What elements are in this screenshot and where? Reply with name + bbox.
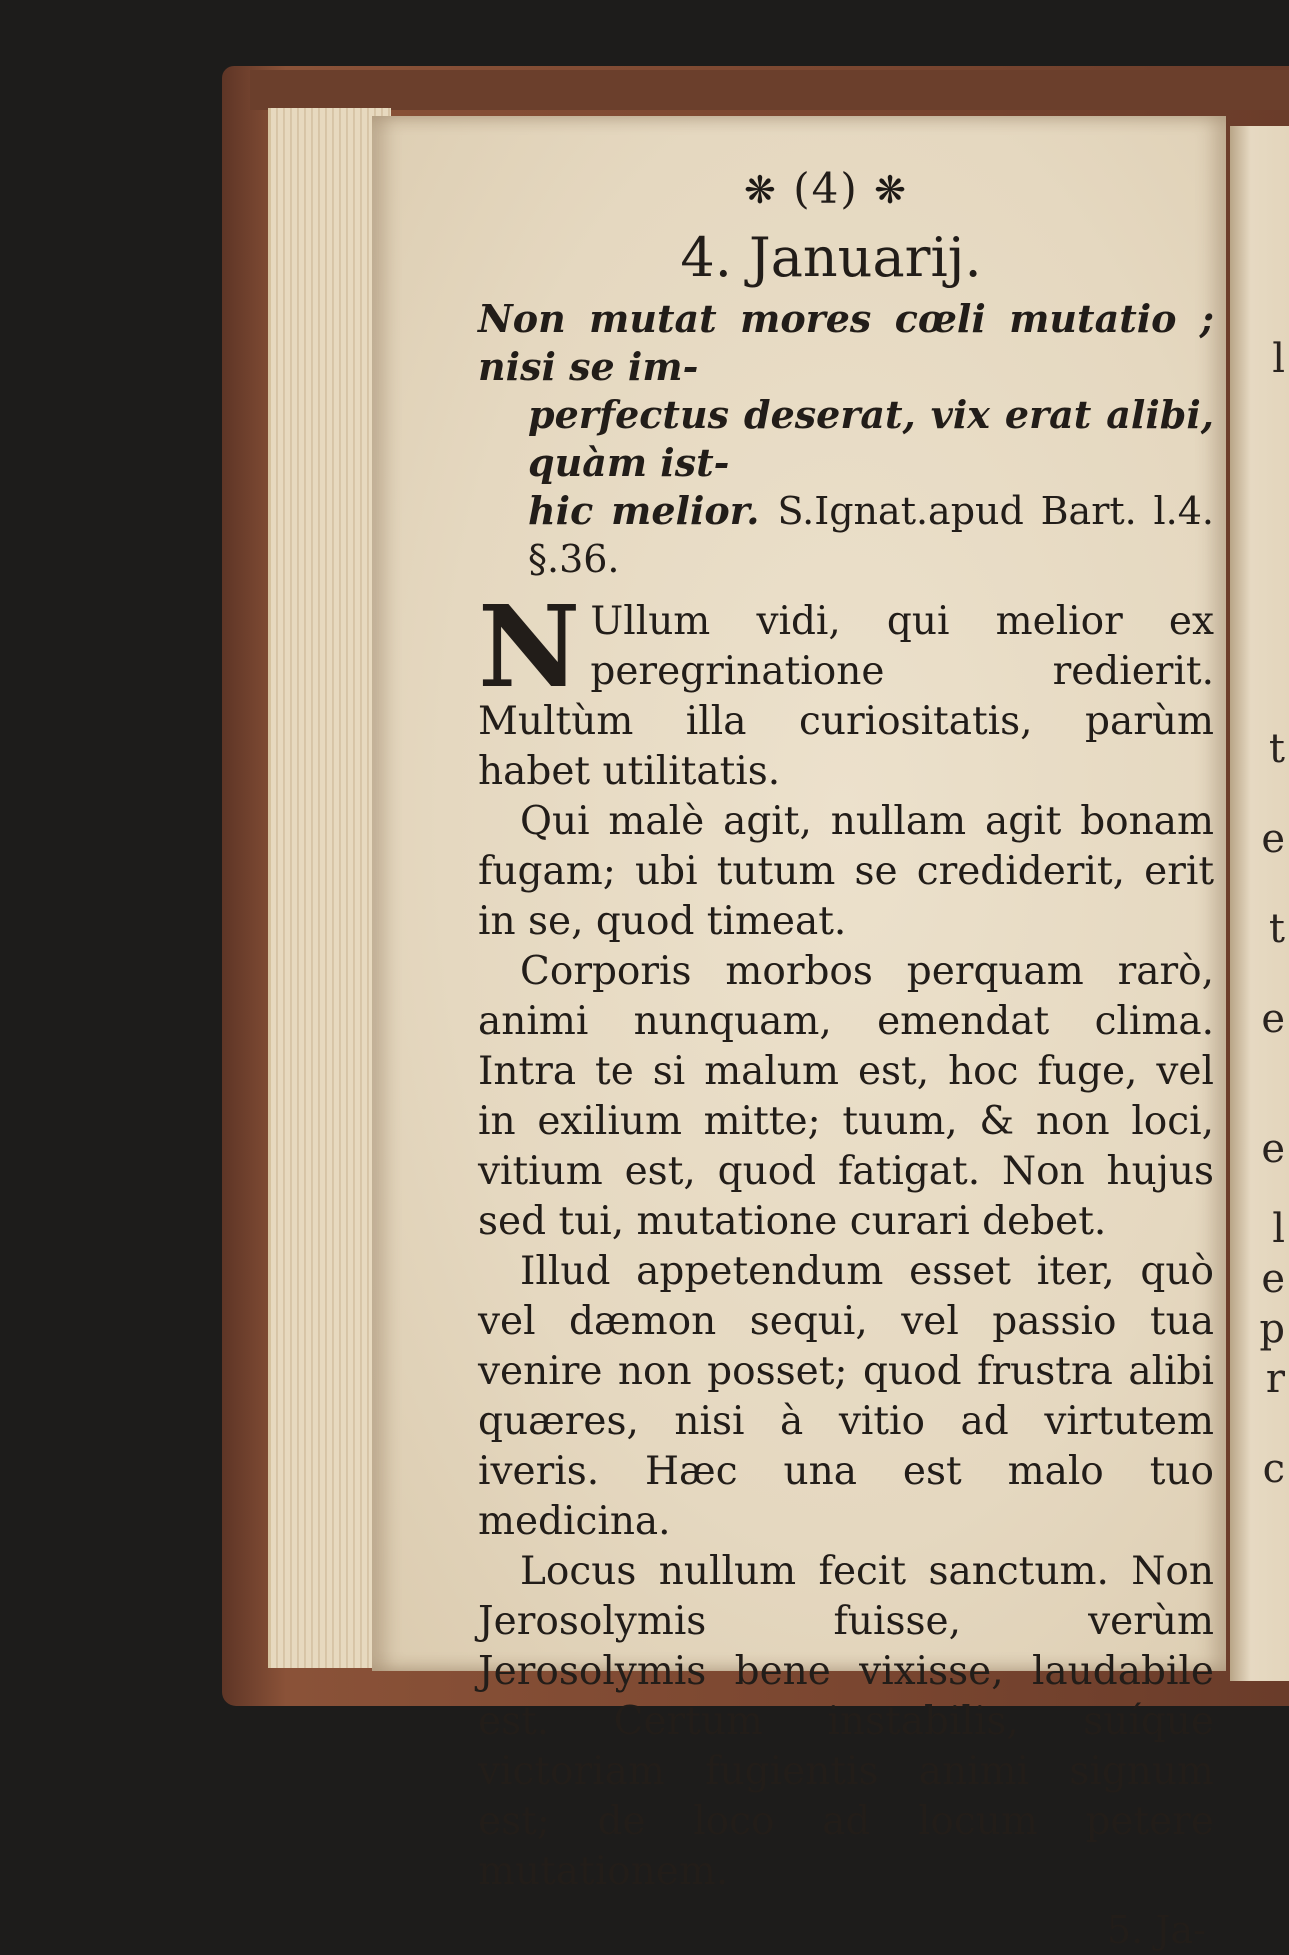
paragraph <box>478 1247 1214 1547</box>
facing-page <box>1230 126 1289 1681</box>
paragraph-text: Qui malè agit, nullam agit bonam fugam; ubi tutum se crediderit, erit in se, quod timeat. <box>478 799 1214 944</box>
facing-page-fragment: t <box>1268 906 1285 952</box>
page-number: (4) <box>793 164 859 213</box>
cover-top-edge <box>250 70 1289 110</box>
paragraph-text: Illud appetendum esset iter, quò vel dæmon sequi, vel passio tua venire non posset; quod frustra alibi quæres, nisi à vitio ad virtutem iveris. Hæc una est malo tuo medicina. <box>478 1249 1214 1544</box>
paragraph <box>478 582 1214 797</box>
ornament-left-icon: ❋ <box>744 168 778 212</box>
paragraph <box>478 947 1214 1247</box>
facing-page-fragment: e <box>1261 1126 1285 1172</box>
motto <box>478 295 1214 583</box>
paragraph-text: Corporis morbos perquam rarò, animi nunquam, emendat clima. Intra te si malum est, hoc fuge, vel in exilium mitte; tuum, & non loci, vitium est, quod fatigat. Non hujus sed tui, mutatione curari debet. <box>478 949 1214 1244</box>
facing-page-fragment: e <box>1261 996 1285 1042</box>
paragraph <box>478 1547 1214 1897</box>
facing-page-fragment: r <box>1265 1356 1285 1402</box>
ornament-right-icon: ❋ <box>874 168 908 212</box>
paragraph-text: Locus nullum fecit sanctum. Non Jerosolymis fuisse, verùm Jerosolymis bene vixisse, laudabile est. Certum instabilis, suíque victoriam fugientis animi signum est; de loco ad locum petere mutationem. <box>478 1549 1214 1894</box>
facing-page-fragment: l <box>1272 1206 1285 1252</box>
page-text <box>478 160 1214 1955</box>
facing-page-fragment: e <box>1261 1256 1285 1302</box>
motto-line: hic melior. <box>528 488 760 533</box>
paragraph <box>478 797 1214 947</box>
facing-page-fragment: e <box>1261 816 1285 862</box>
motto-line: perfectus deserat, vix erat alibi, quàm ist- <box>528 392 1214 485</box>
motto-line: Non mutat mores cœli mutatio ; nisi se im- <box>478 296 1214 389</box>
facing-page-fragment: t <box>1268 726 1285 772</box>
facing-page-fragment: l <box>1272 336 1285 382</box>
page-header <box>438 160 1214 219</box>
facing-page-fragment: c <box>1262 1446 1285 1492</box>
motto-reference: S.Ignat.apud Bart. l.4. §.36. <box>528 489 1214 581</box>
page-title: 4. Januarij. <box>680 226 982 289</box>
catchword: 5. Ja- <box>1106 1908 1206 1952</box>
drop-cap: N <box>478 582 581 713</box>
facing-page-fragment: p <box>1259 1306 1285 1352</box>
paragraph-text: Ullum vidi, qui melior ex peregrinatione redierit. Multùm illa curiositatis, parùm habet utilitatis. <box>478 599 1214 794</box>
